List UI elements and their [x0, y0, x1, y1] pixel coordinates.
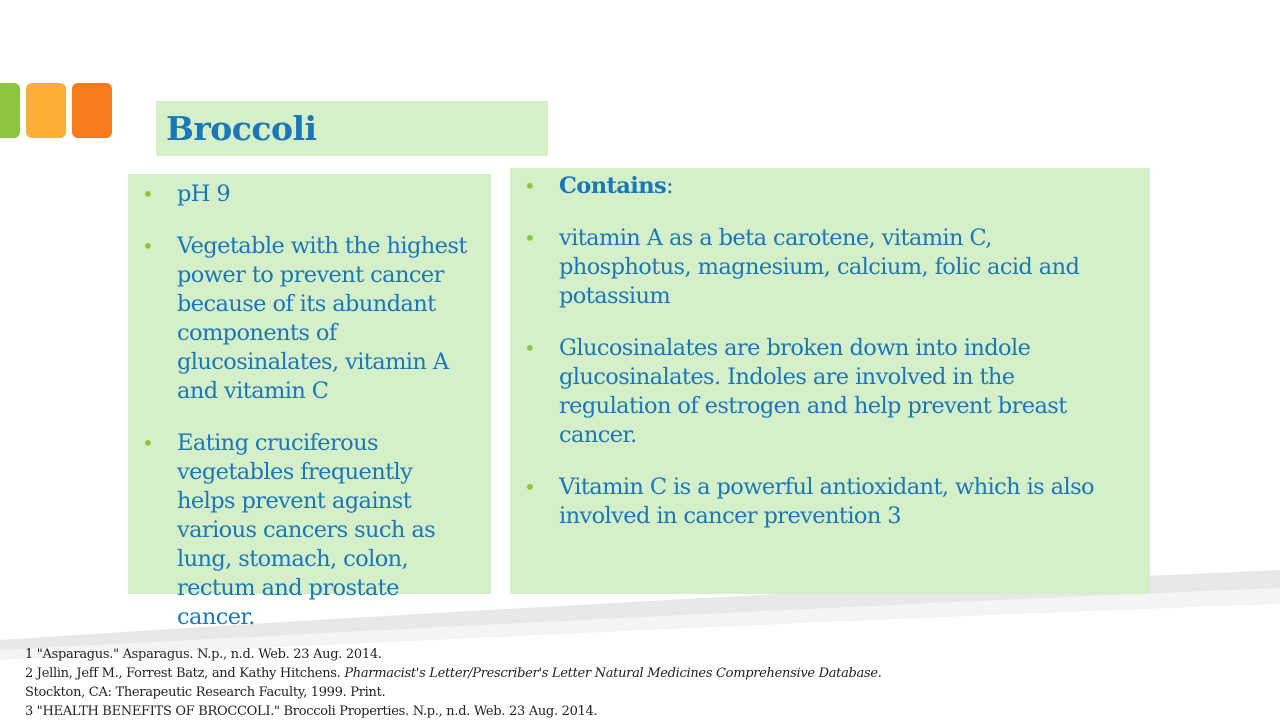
bullet-icon: •	[142, 431, 154, 455]
list-item	[142, 232, 471, 406]
footnote-2-title: Pharmacist's Letter/Prescriber's Letter Natural Medicines Comprehensive Database	[344, 666, 878, 681]
footnote-3: 3 "HEALTH BENEFITS OF BROCCOLI." Broccoli Properties. N.p., n.d. Web. 23 Aug. 2014.	[25, 704, 598, 719]
list-item-text: vitamin A as a beta carotene, vitamin C, phosphotus, magnesium, calcium, folic acid and potassium	[559, 225, 1080, 309]
list-item	[524, 172, 1126, 201]
title-box	[156, 101, 548, 156]
bullet-icon: •	[524, 336, 536, 360]
right-content-panel	[510, 168, 1150, 594]
bullet-icon: •	[142, 234, 154, 258]
decorative-square-orange	[72, 83, 112, 138]
list-item	[142, 180, 471, 209]
list-item	[142, 429, 471, 632]
left-content-panel	[128, 174, 491, 630]
list-item-text: Glucosinalates are broken down into indole glucosinalates. Indoles are involved in the regulation of estrogen and help prevent breast cancer.	[559, 335, 1067, 448]
bullet-icon: •	[524, 226, 536, 250]
decorative-square-yellow	[26, 83, 66, 138]
footnote-2-authors: 2 Jellin, Jeff M., Forrest Batz, and Kathy Hitchens.	[25, 666, 345, 681]
right-bullet-list	[524, 172, 1126, 531]
left-bullet-list	[142, 180, 471, 632]
footnote-1: 1 "Asparagus." Asparagus. N.p., n.d. Web. 23 Aug. 2014.	[25, 647, 382, 662]
list-item-text: pH 9	[177, 181, 231, 207]
bullet-icon: •	[142, 182, 154, 206]
footnotes	[25, 645, 925, 721]
list-item-text: Vegetable with the highest power to prevent cancer because of its abundant components of glucosinalates, vitamin A and vitamin C	[177, 233, 467, 404]
list-item	[524, 334, 1126, 450]
contains-heading: Contains	[559, 173, 667, 199]
list-item	[524, 224, 1126, 311]
bullet-icon: •	[524, 475, 536, 499]
footnote-2	[25, 664, 925, 702]
list-item-text: Eating cruciferous vegetables frequently helps prevent against various cancers such as lung, stomach, colon, rectum and prostate cancer.	[177, 430, 436, 630]
list-item-text: Vitamin C is a powerful antioxidant, which is also involved in cancer prevention 3	[559, 474, 1094, 529]
contains-colon: :	[666, 173, 674, 199]
bullet-icon: •	[524, 174, 536, 198]
footnote-2-publisher: . Stockton, CA: Therapeutic Research Faculty, 1999. Print.	[25, 666, 882, 700]
decorative-square-green	[0, 83, 20, 138]
slide-title: Broccoli	[166, 109, 317, 148]
list-item	[524, 473, 1126, 531]
